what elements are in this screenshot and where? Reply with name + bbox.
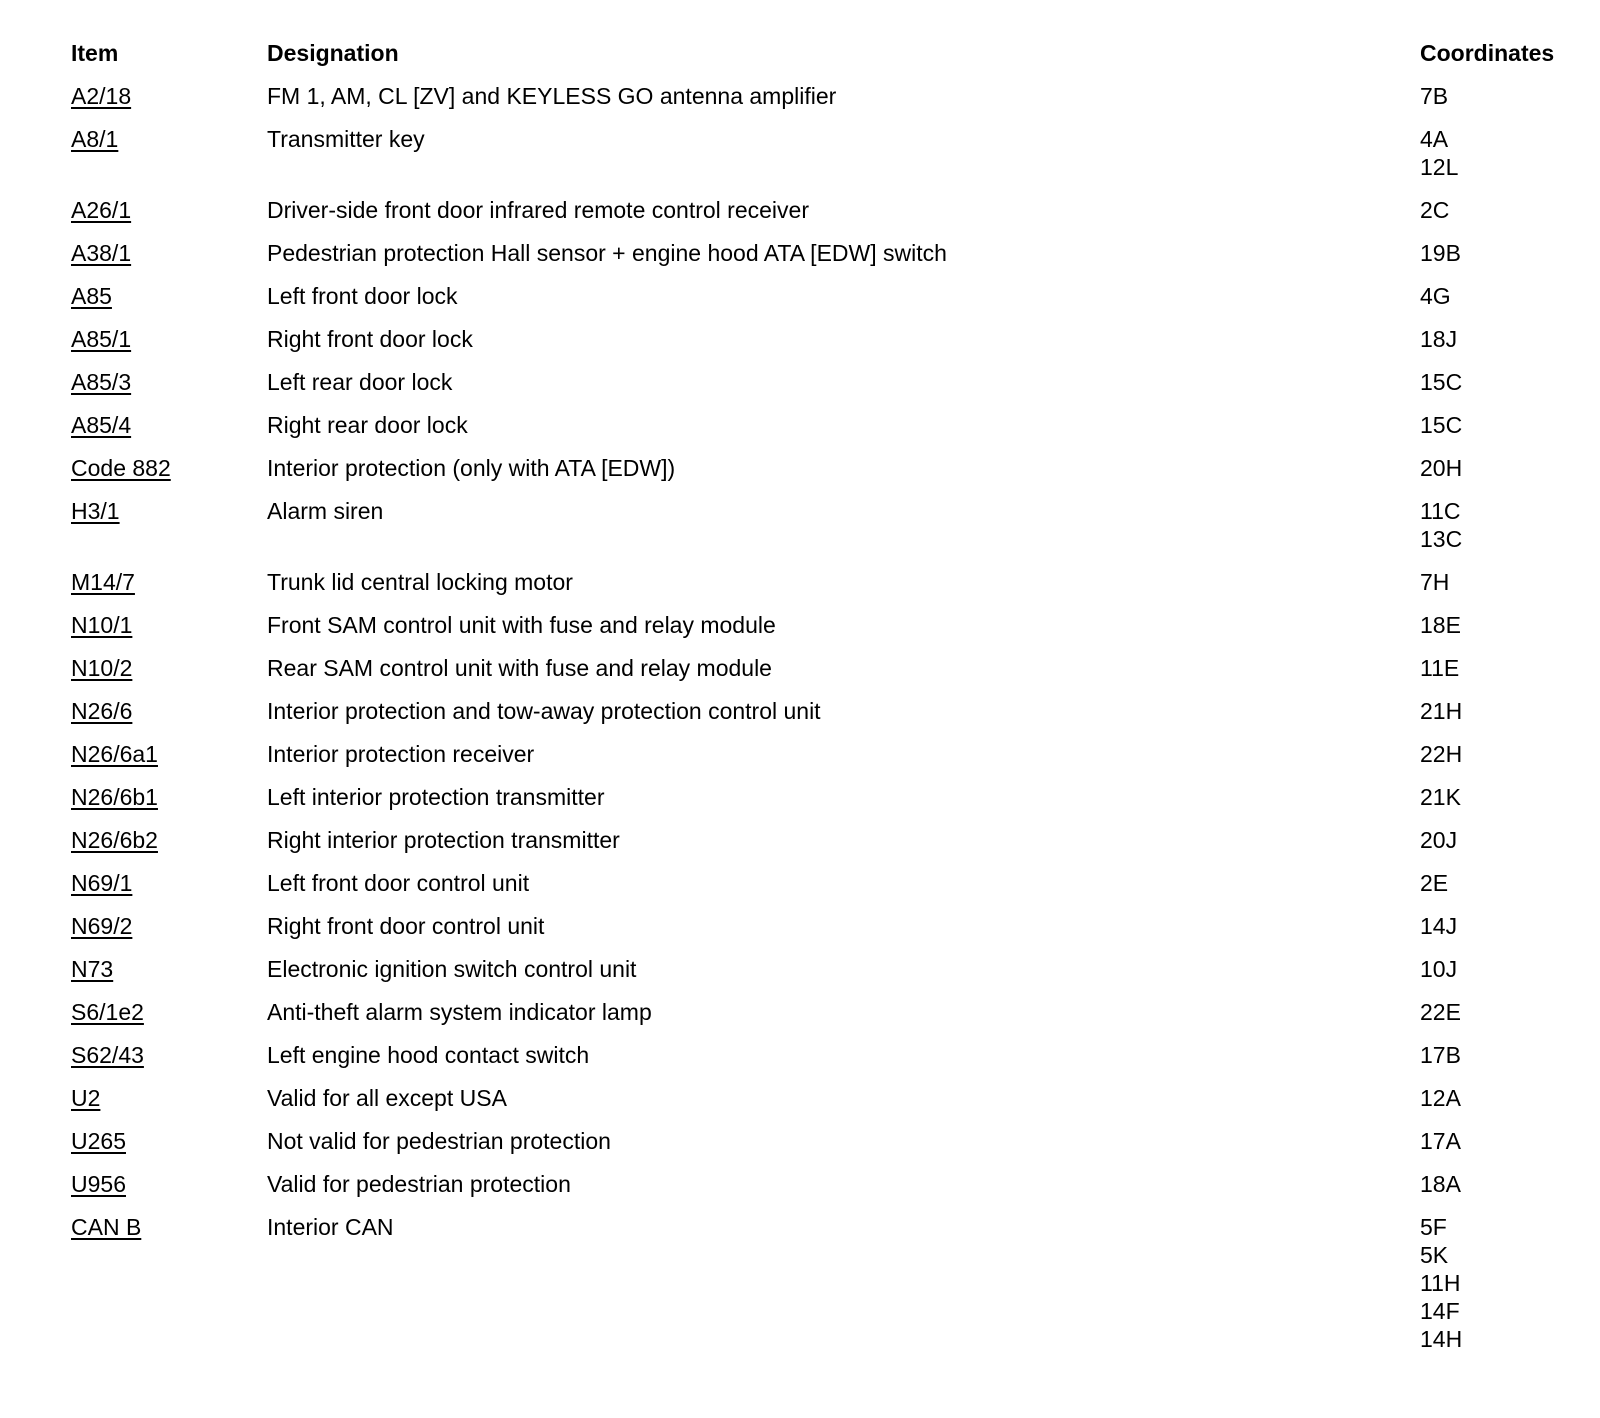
- coordinate-value: 15C: [1420, 369, 1463, 395]
- item-link[interactable]: A38/1: [71, 240, 132, 266]
- coordinate-value: 4G: [1420, 283, 1451, 309]
- coordinates-cell: [1420, 196, 1571, 224]
- table-row: [71, 411, 1571, 454]
- item-link[interactable]: A26/1: [71, 197, 132, 223]
- coordinates-cell: [1420, 497, 1571, 553]
- designation-text: Valid for pedestrian protection: [267, 1171, 571, 1197]
- coordinates-cell: [1420, 125, 1571, 181]
- header-coordinates: Coordinates: [1420, 40, 1555, 66]
- table-row: [71, 1213, 1571, 1368]
- table-row: [71, 1170, 1571, 1213]
- designation-text: Pedestrian protection Hall sensor + engine hood ATA [EDW] switch: [267, 240, 947, 266]
- designation-text: Rear SAM control unit with fuse and relay module: [267, 655, 772, 681]
- item-link[interactable]: H3/1: [71, 498, 120, 524]
- table-row: [71, 325, 1571, 368]
- designation-text: Driver-side front door infrared remote control receiver: [267, 197, 809, 223]
- designation-text: Interior protection and tow-away protection control unit: [267, 698, 821, 724]
- item-link[interactable]: A2/18: [71, 83, 132, 109]
- coordinates-cell: [1420, 869, 1571, 897]
- item-link[interactable]: A85/4: [71, 412, 132, 438]
- coordinates-cell: [1420, 368, 1571, 396]
- coordinates-cell: [1420, 912, 1571, 940]
- item-link[interactable]: S62/43: [71, 1042, 144, 1068]
- table-row: [71, 912, 1571, 955]
- coordinate-value: 14F: [1420, 1298, 1460, 1324]
- designation-text: Anti-theft alarm system indicator lamp: [267, 999, 652, 1025]
- designation-text: Left interior protection transmitter: [267, 784, 605, 810]
- item-link[interactable]: A85: [71, 283, 112, 309]
- coordinate-value: 22E: [1420, 999, 1461, 1025]
- designation-text: Front SAM control unit with fuse and relay module: [267, 612, 776, 638]
- coordinate-value: 5F: [1420, 1214, 1447, 1240]
- coordinate-value: 17A: [1420, 1128, 1461, 1154]
- designation-text: Left rear door lock: [267, 369, 453, 395]
- coordinate-value: 11E: [1420, 655, 1460, 681]
- header-item: Item: [71, 40, 119, 66]
- coordinates-cell: [1420, 998, 1571, 1026]
- table-row: [71, 282, 1571, 325]
- coordinates-cell: [1420, 239, 1571, 267]
- coordinate-value: 5K: [1420, 1242, 1449, 1268]
- coordinates-cell: [1420, 1127, 1571, 1155]
- coordinates-cell: [1420, 325, 1571, 353]
- coordinates-cell: [1420, 454, 1571, 482]
- table-row: [71, 740, 1571, 783]
- coordinates-cell: [1420, 282, 1571, 310]
- table-row: [71, 611, 1571, 654]
- table-row: [71, 1084, 1571, 1127]
- coordinates-cell: [1420, 697, 1571, 725]
- designation-text: FM 1, AM, CL [ZV] and KEYLESS GO antenna amplifier: [267, 83, 837, 109]
- item-link[interactable]: N26/6b2: [71, 827, 158, 853]
- coordinates-cell: [1420, 740, 1571, 768]
- table-header: [71, 40, 1571, 82]
- designation-text: Interior protection (only with ATA [EDW]): [267, 455, 676, 481]
- coordinates-cell: [1420, 411, 1571, 439]
- coordinate-value: 12A: [1420, 1085, 1461, 1111]
- coordinate-value: 2E: [1420, 870, 1449, 896]
- table-row: [71, 697, 1571, 740]
- designation-text: Right front door control unit: [267, 913, 545, 939]
- coordinate-value: 10J: [1420, 956, 1458, 982]
- designation-text: Electronic ignition switch control unit: [267, 956, 637, 982]
- table-body: [71, 82, 1571, 1368]
- table-row: [71, 869, 1571, 912]
- item-link[interactable]: Code 882: [71, 455, 171, 481]
- designation-text: Valid for all except USA: [267, 1085, 507, 1111]
- item-link[interactable]: M14/7: [71, 569, 135, 595]
- item-link[interactable]: A8/1: [71, 126, 119, 152]
- coordinates-cell: [1420, 955, 1571, 983]
- designation-text: Transmitter key: [267, 126, 425, 152]
- coordinate-value: 14J: [1420, 913, 1458, 939]
- coordinate-value: 15C: [1420, 412, 1463, 438]
- designation-text: Right interior protection transmitter: [267, 827, 620, 853]
- designation-text: Interior CAN: [267, 1214, 394, 1240]
- item-link[interactable]: S6/1e2: [71, 999, 144, 1025]
- table-row: [71, 82, 1571, 125]
- designation-text: Right front door lock: [267, 326, 473, 352]
- table-row: [71, 783, 1571, 826]
- table-row: [71, 955, 1571, 998]
- table-row: [71, 1127, 1571, 1170]
- designation-text: Left engine hood contact switch: [267, 1042, 590, 1068]
- coordinates-cell: [1420, 1084, 1571, 1112]
- coordinate-value: 22H: [1420, 741, 1463, 767]
- item-link[interactable]: U265: [71, 1128, 126, 1154]
- table-row: [71, 125, 1571, 196]
- item-link[interactable]: A85/1: [71, 326, 132, 352]
- item-link[interactable]: U2: [71, 1085, 101, 1111]
- item-link[interactable]: N69/2: [71, 913, 133, 939]
- coordinates-cell: [1420, 611, 1571, 639]
- coordinates-cell: [1420, 1213, 1571, 1353]
- designation-text: Alarm siren: [267, 498, 384, 524]
- coordinates-cell: [1420, 1170, 1571, 1198]
- item-link[interactable]: N10/1: [71, 612, 133, 638]
- coordinates-cell: [1420, 654, 1571, 682]
- coordinate-value: 18E: [1420, 612, 1461, 638]
- table-row: [71, 239, 1571, 282]
- coordinates-cell: [1420, 783, 1571, 811]
- coordinate-value: 21K: [1420, 784, 1461, 810]
- item-link[interactable]: N26/6: [71, 698, 133, 724]
- designation-text: Trunk lid central locking motor: [267, 569, 573, 595]
- designation-text: Right rear door lock: [267, 412, 468, 438]
- coordinate-value: 13C: [1420, 526, 1463, 552]
- coordinate-value: 7H: [1420, 569, 1450, 595]
- coordinate-value: 7B: [1420, 83, 1449, 109]
- item-link[interactable]: N10/2: [71, 655, 133, 681]
- table-row: [71, 1041, 1571, 1084]
- table-row: [71, 998, 1571, 1041]
- table-row: [71, 454, 1571, 497]
- item-link[interactable]: CAN B: [71, 1214, 142, 1240]
- table-row: [71, 826, 1571, 869]
- designation-text: Left front door control unit: [267, 870, 530, 896]
- coordinate-value: 20H: [1420, 455, 1463, 481]
- table-row: [71, 196, 1571, 239]
- coordinate-value: 11C: [1420, 498, 1461, 524]
- item-link[interactable]: U956: [71, 1171, 126, 1197]
- coordinate-value: 12L: [1420, 154, 1459, 180]
- coordinate-value: 2C: [1420, 197, 1450, 223]
- coordinates-cell: [1420, 82, 1571, 110]
- coordinate-value: 4A: [1420, 126, 1449, 152]
- table-row: [71, 497, 1571, 568]
- designation-text: Not valid for pedestrian protection: [267, 1128, 611, 1154]
- item-link[interactable]: A85/3: [71, 369, 132, 395]
- designation-text: Left front door lock: [267, 283, 458, 309]
- item-link[interactable]: N73: [71, 956, 114, 982]
- item-link[interactable]: N26/6a1: [71, 741, 158, 767]
- coordinate-value: 20J: [1420, 827, 1458, 853]
- coordinates-cell: [1420, 826, 1571, 854]
- coordinates-cell: [1420, 1041, 1571, 1069]
- coordinate-value: 17B: [1420, 1042, 1461, 1068]
- item-link[interactable]: N69/1: [71, 870, 133, 896]
- table-row: [71, 654, 1571, 697]
- coordinate-value: 21H: [1420, 698, 1463, 724]
- header-designation: Designation: [267, 40, 399, 66]
- table-row: [71, 368, 1571, 411]
- table-row: [71, 568, 1571, 611]
- coordinate-value: 18A: [1420, 1171, 1461, 1197]
- coordinates-cell: [1420, 568, 1571, 596]
- coordinate-value: 14H: [1420, 1326, 1463, 1352]
- coordinate-value: 18J: [1420, 326, 1458, 352]
- coordinate-value: 19B: [1420, 240, 1461, 266]
- component-legend-table: [71, 40, 1571, 1368]
- coordinate-value: 11H: [1420, 1270, 1461, 1296]
- item-link[interactable]: N26/6b1: [71, 784, 158, 810]
- designation-text: Interior protection receiver: [267, 741, 535, 767]
